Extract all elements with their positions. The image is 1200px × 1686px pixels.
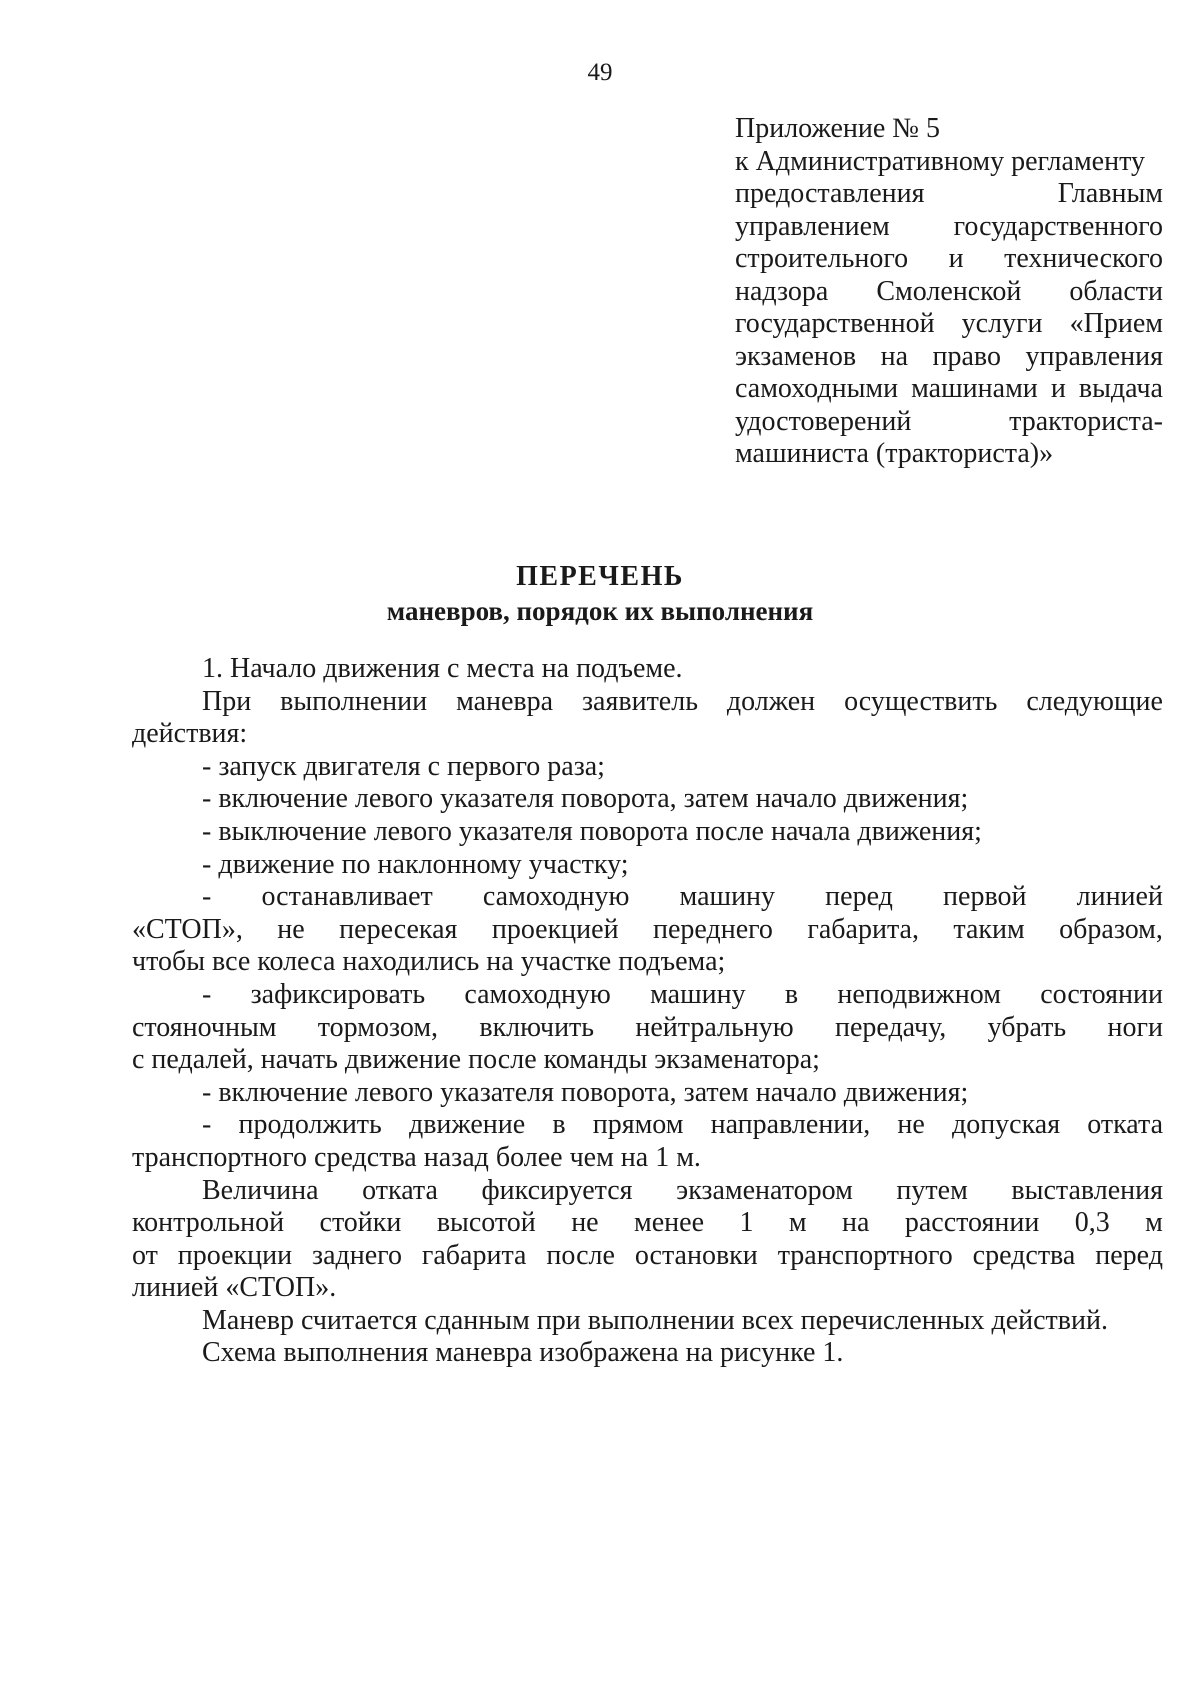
- rollback-line-2: [132, 1207, 1163, 1240]
- word: -: [202, 881, 212, 913]
- word: линией: [1076, 881, 1163, 913]
- word: самоходную: [464, 978, 611, 1010]
- word: осуществить: [844, 685, 998, 717]
- appendix-line: [735, 373, 1163, 406]
- word: после: [546, 1239, 615, 1271]
- word: неподвижном: [837, 978, 1001, 1010]
- word: фиксируется: [481, 1174, 633, 1206]
- word: самоходную: [482, 881, 630, 913]
- appendix-line: [735, 341, 1163, 374]
- word: и: [1050, 373, 1066, 404]
- word: предоставления: [735, 178, 925, 209]
- word: выполнении: [280, 685, 428, 717]
- word: машинами: [911, 373, 1038, 404]
- word: остановки: [634, 1239, 758, 1271]
- word: При: [202, 685, 252, 717]
- rollback-line-3: [132, 1240, 1163, 1273]
- word: стояночным: [132, 1011, 277, 1043]
- action-6-line-3: с педалей, начать движение после команды экзаменатора;: [132, 1044, 820, 1076]
- word: прямом: [592, 1109, 684, 1141]
- action-8-line-2: транспортного средства назад более чем на 1 м.: [132, 1141, 701, 1173]
- word: технического: [1004, 243, 1163, 274]
- word: транспортного: [777, 1239, 953, 1271]
- word: в: [784, 978, 799, 1010]
- word: габарита: [421, 1239, 527, 1271]
- word: на: [842, 1207, 870, 1239]
- appendix-line: Приложение № 5: [735, 113, 940, 144]
- title-block: [0, 560, 1200, 628]
- action-2: - включение левого указателя поворота, затем начало движения;: [202, 783, 969, 815]
- word: области: [1069, 275, 1163, 307]
- action-8-line-1: [132, 1109, 1163, 1142]
- word: надзора: [735, 275, 829, 307]
- action-1: - запуск двигателя с первого раза;: [202, 750, 605, 782]
- word: машину: [679, 881, 776, 913]
- word: таким: [953, 913, 1025, 945]
- word: продолжить: [238, 1109, 382, 1141]
- word: заявитель: [582, 685, 698, 717]
- word: отката: [362, 1174, 438, 1206]
- rollback-line-1: [132, 1175, 1163, 1208]
- word: на: [880, 340, 909, 372]
- word: «Прием: [1069, 308, 1163, 339]
- word: образом,: [1059, 913, 1163, 945]
- word: направлении,: [710, 1109, 871, 1141]
- word: проекцией: [491, 913, 619, 945]
- word: тормозом,: [317, 1011, 439, 1043]
- word: перед: [1095, 1239, 1163, 1271]
- word: средства: [972, 1239, 1076, 1271]
- word: убрать: [987, 1011, 1067, 1043]
- word: м: [788, 1207, 807, 1239]
- word: не: [571, 1207, 599, 1239]
- word: путем: [896, 1174, 968, 1206]
- word: от: [132, 1239, 158, 1271]
- body-text: [132, 653, 1163, 1370]
- word: ноги: [1107, 1011, 1163, 1043]
- action-5-line-2: [132, 914, 1163, 947]
- word: нейтральную: [635, 1011, 794, 1043]
- word: переднего: [653, 913, 773, 945]
- word: удостоверений: [735, 405, 912, 437]
- word: и: [948, 243, 964, 274]
- action-4: - движение по наклонному участку;: [202, 848, 629, 880]
- word: проекции: [177, 1239, 293, 1271]
- action-6-line-1: [132, 979, 1163, 1012]
- appendix-header: [735, 113, 1163, 471]
- action-5-line-3: чтобы все колеса находились на участке подъема;: [132, 946, 726, 978]
- word: стойки: [319, 1207, 402, 1239]
- scheme-reference: Схема выполнения маневра изображена на рисунке 1.: [202, 1337, 844, 1369]
- word: движение: [408, 1109, 526, 1141]
- word: 0,3: [1074, 1207, 1110, 1239]
- document-subtitle: маневров, порядок их выполнения: [386, 596, 814, 626]
- word: 1: [739, 1207, 754, 1239]
- word: «СТОП»,: [132, 913, 243, 945]
- word: в: [552, 1109, 566, 1141]
- word: Величина: [202, 1174, 319, 1206]
- action-5-line-1: [132, 881, 1163, 914]
- word: услуги: [961, 308, 1043, 339]
- word: выставления: [1011, 1174, 1163, 1206]
- word: передачу,: [834, 1011, 947, 1043]
- word: государственного: [953, 210, 1163, 242]
- word: машину: [650, 978, 746, 1010]
- word: -: [202, 1109, 212, 1141]
- word: м: [1145, 1207, 1163, 1239]
- word: государственной: [735, 308, 935, 339]
- intro-line-1: [132, 686, 1163, 719]
- word: состоянии: [1040, 978, 1163, 1010]
- passed-statement: Маневр считается сданным при выполнении всех перечисленных действий.: [202, 1304, 1108, 1336]
- word: допуская: [951, 1109, 1061, 1141]
- appendix-line: [735, 178, 1163, 211]
- word: -: [202, 978, 212, 1010]
- word: менее: [634, 1207, 705, 1239]
- appendix-line: [735, 276, 1163, 309]
- word: тракториста-: [1009, 405, 1163, 437]
- appendix-line: машиниста (тракториста)»: [735, 438, 1054, 469]
- word: следующие: [1026, 685, 1163, 717]
- word: самоходными: [735, 373, 899, 404]
- word: пересекая: [339, 913, 458, 945]
- word: управления: [1025, 340, 1163, 372]
- word: право: [932, 340, 1001, 372]
- appendix-line: [735, 243, 1163, 276]
- word: экзаменатором: [676, 1174, 853, 1206]
- word: останавливает: [261, 881, 433, 913]
- word: выдача: [1078, 373, 1163, 404]
- action-7: - включение левого указателя поворота, затем начало движения;: [202, 1076, 969, 1108]
- word: контрольной: [132, 1207, 285, 1239]
- word: перед: [825, 881, 893, 913]
- word: расстоянии: [904, 1207, 1040, 1239]
- word: Смоленской: [876, 275, 1022, 307]
- rollback-line-4: линией «СТОП».: [132, 1272, 337, 1304]
- word: не: [277, 913, 305, 945]
- word: управлением: [735, 210, 890, 242]
- word: Главным: [1057, 178, 1163, 209]
- document-title: ПЕРЕЧЕНЬ: [516, 561, 684, 592]
- intro-line-2: действия:: [132, 718, 248, 750]
- word: включить: [479, 1011, 595, 1043]
- page-number: 49: [587, 59, 613, 86]
- appendix-line: [735, 308, 1163, 341]
- word: строительного: [735, 243, 909, 274]
- action-6-line-2: [132, 1012, 1163, 1045]
- word: отката: [1087, 1109, 1163, 1141]
- word: заднего: [312, 1239, 402, 1271]
- item-heading: 1. Начало движения с места на подъеме.: [202, 653, 683, 684]
- word: зафиксировать: [250, 978, 426, 1010]
- word: не: [897, 1109, 925, 1141]
- word: первой: [943, 881, 1027, 913]
- word: высотой: [436, 1207, 536, 1239]
- word: должен: [726, 685, 816, 717]
- appendix-line: к Административному регламенту: [735, 145, 1145, 177]
- word: габарита,: [807, 913, 919, 945]
- appendix-line: [735, 406, 1163, 439]
- appendix-line: [735, 211, 1163, 244]
- action-3: - выключение левого указателя поворота после начала движения;: [202, 815, 982, 847]
- word: маневра: [456, 685, 554, 717]
- word: экзаменов: [735, 340, 857, 372]
